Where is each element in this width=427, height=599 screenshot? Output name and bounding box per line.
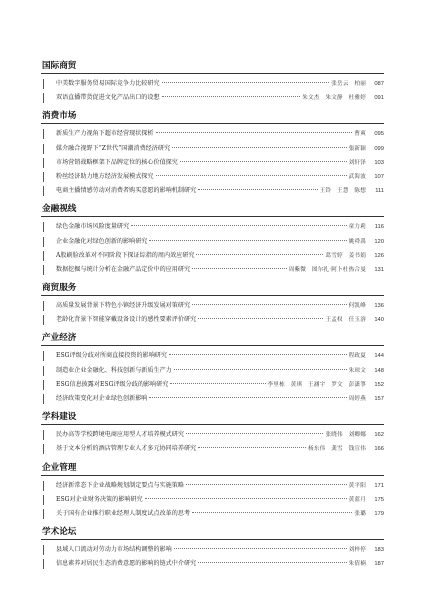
entry-page-number: 166: [374, 446, 384, 453]
toc-entry[interactable]: [41, 220, 384, 234]
toc-entry[interactable]: [41, 378, 384, 392]
entry-page-number: 175: [374, 496, 384, 503]
section-divider: [41, 73, 384, 74]
toc-entry[interactable]: [41, 349, 384, 363]
toc-entry[interactable]: [41, 543, 384, 557]
section-divider: [41, 216, 384, 217]
table-of-contents: [41, 60, 384, 577]
entry-page-number: 171: [374, 482, 384, 489]
toc-entry[interactable]: [41, 235, 384, 249]
entry-title: 关于国有企业推行职业经理人制度试点改革的思考: [56, 509, 191, 517]
entry-authors: 张璐: [354, 510, 366, 517]
entry-title: 数据挖掘与统计分析在金融产品定价中的应用研究: [56, 265, 191, 273]
toc-entry[interactable]: [41, 249, 384, 263]
entry-page-number: 183: [374, 547, 384, 554]
dot-leader: [149, 397, 346, 398]
toc-section: [41, 411, 384, 461]
toc-entry[interactable]: [41, 184, 384, 198]
section-title: 消费市场: [42, 111, 77, 122]
dot-leader: [131, 225, 346, 226]
dot-leader: [149, 240, 346, 241]
toc-entry[interactable]: [41, 364, 384, 378]
toc-entry[interactable]: [41, 263, 384, 277]
toc-entry[interactable]: [41, 479, 384, 493]
entry-title: 粉丝经济助力地方经济发展模式探究: [56, 172, 154, 180]
toc-section: [41, 526, 384, 576]
section-title: 学科建设: [42, 412, 77, 423]
section-entries: [41, 77, 384, 105]
entry-authors: 武海波: [348, 173, 366, 180]
entry-authors: 刘梓停: [348, 547, 366, 554]
toc-entry[interactable]: [41, 428, 384, 442]
dot-leader: [196, 254, 323, 255]
entry-page-number: 140: [374, 317, 384, 324]
dot-leader: [156, 175, 347, 176]
dot-leader: [198, 562, 346, 563]
entry-authors: 朱琼文: [348, 367, 366, 374]
toc-entry[interactable]: [41, 127, 384, 141]
entry-page-number: 144: [374, 353, 384, 360]
section-divider: [41, 539, 384, 540]
toc-entry[interactable]: [41, 77, 384, 91]
toc-section: [41, 203, 384, 282]
entry-page-number: 116: [374, 224, 384, 231]
section-title: 国际商贸: [42, 61, 77, 71]
dot-leader: [162, 82, 330, 83]
dot-leader: [192, 304, 347, 305]
toc-entry[interactable]: [41, 442, 384, 456]
section-entries: [41, 220, 384, 277]
entry-authors: 程政夏: [348, 353, 366, 360]
toc-entry[interactable]: [41, 493, 384, 507]
entry-page-number: 087: [374, 81, 384, 87]
section-entries: [41, 428, 384, 456]
dot-leader: [192, 268, 287, 269]
dot-leader: [169, 354, 347, 355]
entry-title: 民办高等学校跨境电商应用型人才培养模式研究: [56, 431, 184, 439]
entry-title: 绿色金融市场风险度量研究: [56, 223, 130, 231]
toc-entry[interactable]: [41, 392, 384, 406]
entry-authors: 李里栋 黄琪 王涵宇 罗文 彭潇箏: [267, 381, 366, 388]
section-entries: [41, 299, 384, 327]
entry-authors: 张岳云 柏丽: [331, 81, 366, 87]
entry-page-number: 120: [374, 238, 384, 245]
dot-leader: [198, 447, 306, 448]
entry-page-number: 126: [374, 252, 384, 259]
toc-entry[interactable]: [41, 142, 384, 156]
dot-leader: [192, 512, 352, 513]
section-title: 学术论坛: [42, 527, 77, 538]
toc-section: [41, 110, 384, 203]
toc-entry[interactable]: [41, 170, 384, 184]
entry-page-number: 148: [374, 367, 384, 374]
entry-page-number: 111: [375, 188, 384, 195]
toc-entry[interactable]: [41, 507, 384, 521]
dot-leader: [186, 484, 347, 485]
dot-leader: [174, 548, 347, 549]
section-title: 产业经济: [42, 333, 77, 344]
entry-authors: 童力莉: [348, 224, 366, 231]
entry-page-number: 103: [374, 159, 384, 166]
entry-authors: 黄蓝月: [348, 496, 366, 503]
dot-leader: [172, 147, 347, 148]
entry-authors: 葛雪婷 姜书娟: [325, 252, 366, 259]
section-entries: [41, 349, 384, 406]
section-divider: [41, 123, 384, 124]
entry-title: ESG对企业财务决策的影响研究: [56, 495, 143, 503]
entry-page-number: 152: [374, 381, 384, 388]
toc-entry[interactable]: [41, 557, 384, 571]
entry-title: A股刷脸改革对不同阶段下探证综指的周内效应研究: [56, 251, 195, 259]
dot-leader: [198, 318, 323, 319]
entry-title: 基于文本分析的酒店管理专业人才多元协同培养研究: [56, 445, 197, 453]
entry-page-number: 091: [374, 95, 384, 102]
section-entries: [41, 127, 384, 198]
toc-entry[interactable]: [41, 313, 384, 327]
section-title: 商贸服务: [42, 283, 77, 294]
entry-title: ESG信息披露对ESG评级分歧的影响研究: [56, 380, 169, 388]
entry-page-number: 099: [374, 145, 384, 152]
entry-page-number: 107: [374, 173, 384, 180]
entry-title: 信息素养对居民生态消费意愿的影响的链式中介研究: [56, 560, 197, 568]
entry-title: 媒介融合视野下“Z世代”国潮消费经济研究: [56, 144, 171, 152]
entry-authors: 曹爽: [354, 131, 366, 138]
entry-title: 县域人口流动对劳动力市场结构调整的影响: [56, 546, 172, 554]
section-divider: [41, 424, 384, 425]
entry-title: 高质量发展背景下特色小镇经济升级发展对策研究: [56, 302, 191, 310]
dot-leader: [156, 132, 353, 133]
entry-authors: 周紫微 图尔扎·阿卜杜热合曼: [288, 266, 366, 273]
entry-authors: 姚舜禹: [348, 238, 366, 245]
dot-leader: [174, 369, 347, 370]
entry-title: 经济政策变化对企业绿色创新影响: [56, 395, 148, 402]
section-entries: [41, 543, 384, 571]
entry-authors: 何凯峰: [348, 303, 366, 310]
section-divider: [41, 345, 384, 346]
toc-section: [41, 462, 384, 527]
section-title: 金融视线: [42, 204, 77, 215]
toc-section: [41, 60, 384, 110]
section-title: 企业管理: [42, 462, 77, 473]
entry-title: 老龄化背景下智能穿戴设备设计的感性要素评价研究: [56, 316, 197, 324]
dot-leader: [180, 161, 347, 162]
entry-authors: 張新颖: [348, 145, 366, 152]
entry-page-number: 136: [374, 303, 384, 310]
entry-page-number: 187: [374, 561, 384, 568]
entry-authors: 杨东伟 龚雪 钱宣伟: [308, 446, 366, 453]
section-divider: [41, 295, 384, 296]
dot-leader: [162, 96, 301, 97]
dot-leader: [170, 383, 265, 384]
toc-entry[interactable]: [41, 299, 384, 313]
dot-leader: [186, 433, 323, 434]
entry-page-number: 179: [374, 510, 384, 517]
entry-authors: 刘轩泽: [348, 159, 366, 166]
section-divider: [41, 475, 384, 476]
entry-authors: 周婷燕: [348, 396, 366, 402]
entry-title: 双语直播带货促进文化产品出口的设想: [56, 94, 160, 102]
section-entries: [41, 479, 384, 522]
dot-leader: [198, 189, 317, 190]
entry-authors: 朱文杰 朱文静 杜雅婷: [302, 95, 366, 102]
toc-entry[interactable]: [41, 91, 384, 105]
entry-title: 新质生产力视角下超市经营现状探析: [56, 130, 154, 138]
entry-authors: 黄平阳: [348, 482, 366, 489]
entry-page-number: 157: [374, 396, 384, 402]
entry-page-number: 162: [374, 432, 384, 439]
entry-title: 企业金融化对绿色创新的影响研究: [56, 237, 148, 245]
entry-authors: 王孟权 任玉溶: [325, 317, 366, 324]
entry-title: 制造业企业金融化、科技创新与新质生产力: [56, 366, 172, 374]
toc-entry[interactable]: [41, 156, 384, 170]
entry-title: 中美数字服务贸易国际竞争力比较研究: [56, 80, 160, 87]
toc-section: [41, 282, 384, 332]
entry-title: 电商主播情感劳动对消费者购买意愿的影响机制研究: [56, 187, 197, 195]
toc-section: [41, 332, 384, 411]
entry-title: ESG评级分歧对所商直接投资的影响研究: [56, 352, 167, 360]
section-gap: [41, 572, 384, 577]
entry-authors: 朱倩楠: [348, 561, 366, 568]
entry-page-number: 095: [374, 131, 384, 138]
entry-authors: 张晓伟 刘卿娜: [325, 432, 366, 439]
entry-title: 市场营销战略框架下品牌定位的核心价值探究: [56, 158, 178, 166]
entry-authors: 王铃 王慧 陈想: [319, 188, 366, 195]
dot-leader: [145, 498, 347, 499]
entry-title: 经济新常态下企业战略规划制定要点与实施策略: [56, 481, 184, 489]
entry-page-number: 131: [374, 266, 384, 273]
